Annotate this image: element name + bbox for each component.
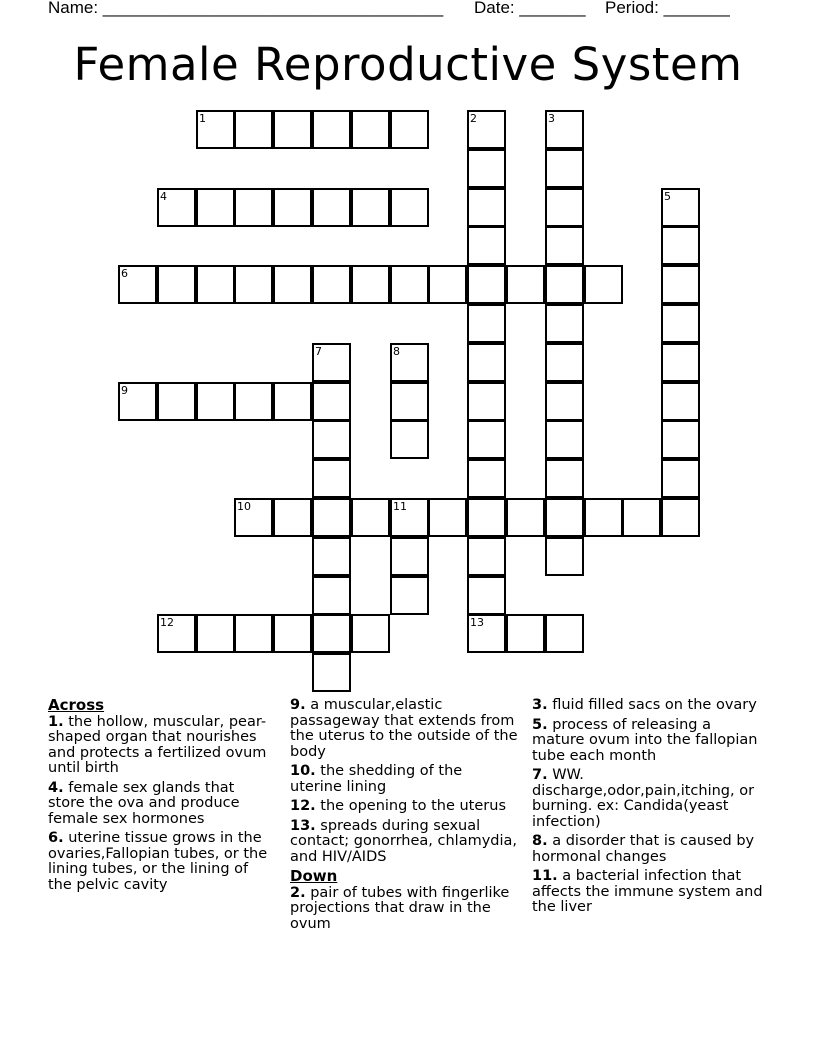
- crossword-cell[interactable]: [312, 343, 351, 382]
- crossword-cell[interactable]: [467, 110, 506, 149]
- clue-number-label: 12: [160, 616, 174, 629]
- clue-text: pair of tubes with fingerlike projections that draw in the ovum: [290, 884, 510, 932]
- crossword-cell[interactable]: [312, 459, 351, 498]
- crossword-cell[interactable]: [661, 343, 700, 382]
- crossword-cell[interactable]: [118, 382, 157, 421]
- clue-number-label: 2: [470, 112, 477, 125]
- crossword-cell[interactable]: [467, 382, 506, 421]
- crossword-cell[interactable]: [273, 614, 312, 653]
- crossword-cell[interactable]: [467, 343, 506, 382]
- crossword-cell[interactable]: [234, 110, 273, 149]
- crossword-cell[interactable]: [545, 343, 584, 382]
- crossword-cell[interactable]: [273, 498, 312, 537]
- crossword-cell[interactable]: [506, 498, 545, 537]
- crossword-cell[interactable]: [312, 537, 351, 576]
- crossword-cell[interactable]: [545, 382, 584, 421]
- clue-text: a muscular,elastic passageway that extends from the uterus to the outside of the body: [290, 697, 518, 760]
- clue-across-12: [290, 799, 518, 815]
- crossword-cell[interactable]: [545, 110, 584, 149]
- clue-number: 8.: [532, 833, 548, 849]
- clue-number-label: 9: [121, 384, 128, 397]
- clue-down-11: [532, 869, 768, 916]
- clue-text: a disorder that is caused by hormonal changes: [532, 833, 755, 865]
- page-title: Female Reproductive System: [73, 38, 743, 91]
- crossword-cell[interactable]: [661, 304, 700, 343]
- clue-down-2: [290, 886, 518, 933]
- crossword-cell[interactable]: [467, 420, 506, 459]
- clue-number: 9.: [290, 697, 306, 713]
- crossword-cell[interactable]: [196, 382, 235, 421]
- crossword-cell[interactable]: [545, 459, 584, 498]
- crossword-cell[interactable]: [273, 188, 312, 227]
- crossword-cell[interactable]: [661, 498, 700, 537]
- crossword-cell[interactable]: [390, 382, 429, 421]
- crossword-cell[interactable]: [234, 614, 273, 653]
- crossword-cell[interactable]: [312, 614, 351, 653]
- clue-text: WW. discharge,odor,pain,itching, or burning. ex: Candida(yeast infection): [532, 767, 755, 830]
- crossword-cell[interactable]: [351, 110, 390, 149]
- crossword-cell[interactable]: [545, 304, 584, 343]
- crossword-cell[interactable]: [467, 226, 506, 265]
- crossword-cell[interactable]: [196, 265, 235, 304]
- crossword-cell[interactable]: [545, 614, 584, 653]
- crossword-cell[interactable]: [467, 149, 506, 188]
- crossword-cell[interactable]: [312, 382, 351, 421]
- clue-number-label: 3: [548, 112, 555, 125]
- crossword-cell[interactable]: [196, 188, 235, 227]
- clue-number: 6.: [48, 830, 64, 846]
- crossword-cell[interactable]: [312, 110, 351, 149]
- crossword-cell[interactable]: [467, 498, 506, 537]
- crossword-cell[interactable]: [312, 576, 351, 615]
- crossword-cell[interactable]: [661, 459, 700, 498]
- clue-text: the opening to the uterus: [320, 798, 506, 814]
- crossword-cell[interactable]: [428, 265, 467, 304]
- clues-column-1: [48, 698, 273, 897]
- clue-number: 7.: [532, 767, 548, 783]
- crossword-cell[interactable]: [234, 265, 273, 304]
- clue-number: 10.: [290, 763, 316, 779]
- crossword-cell[interactable]: [545, 226, 584, 265]
- clue-across-6: [48, 831, 273, 893]
- crossword-cell[interactable]: [506, 614, 545, 653]
- crossword-cell[interactable]: [390, 420, 429, 459]
- crossword-cell[interactable]: [273, 110, 312, 149]
- clue-number-label: 7: [315, 345, 322, 358]
- clue-number-label: 1: [199, 112, 206, 125]
- crossword-cell[interactable]: [390, 343, 429, 382]
- crossword-cell[interactable]: [390, 537, 429, 576]
- clue-across-10: [290, 764, 518, 795]
- clues-column-3: [532, 698, 768, 920]
- crossword-cell[interactable]: [351, 498, 390, 537]
- crossword-cell[interactable]: [234, 498, 273, 537]
- crossword-cell[interactable]: [196, 110, 235, 149]
- clue-text: uterine tissue grows in the ovaries,Fallopian tubes, or the lining tubes, or the lining of the pelvic cavity: [48, 830, 268, 893]
- crossword-cell[interactable]: [661, 382, 700, 421]
- crossword-cell[interactable]: [545, 537, 584, 576]
- clue-number-label: 6: [121, 267, 128, 280]
- date-field[interactable]: Date: _______: [474, 0, 586, 17]
- crossword-cell[interactable]: [545, 420, 584, 459]
- clue-text: the shedding of the uterine lining: [290, 763, 463, 795]
- crossword-cell[interactable]: [312, 420, 351, 459]
- crossword-cell[interactable]: [273, 265, 312, 304]
- crossword-cell[interactable]: [545, 498, 584, 537]
- crossword-cell[interactable]: [506, 265, 545, 304]
- clue-number-label: 13: [470, 616, 484, 629]
- clue-number: 13.: [290, 817, 316, 834]
- clue-text: process of releasing a mature ovum into the fallopian tube each month: [532, 716, 758, 764]
- crossword-cell[interactable]: [390, 498, 429, 537]
- crossword-cell[interactable]: [234, 188, 273, 227]
- crossword-cell[interactable]: [196, 614, 235, 653]
- crossword-cell[interactable]: [467, 304, 506, 343]
- clue-number: 5.: [532, 716, 548, 733]
- crossword-cell[interactable]: [234, 382, 273, 421]
- crossword-cell[interactable]: [157, 382, 196, 421]
- clue-down-3: [532, 698, 768, 714]
- crossword-cell[interactable]: [584, 498, 623, 537]
- clue-across-1: [48, 715, 273, 777]
- clue-number: 4.: [48, 779, 64, 796]
- clue-number-label: 11: [393, 500, 407, 513]
- crossword-cell[interactable]: [351, 614, 390, 653]
- crossword-cell[interactable]: [622, 498, 661, 537]
- crossword-cell[interactable]: [157, 188, 196, 227]
- clue-across-13: [290, 819, 518, 866]
- clue-text: a bacterial infection that affects the immune system and the liver: [532, 868, 763, 915]
- crossword-cell[interactable]: [390, 110, 429, 149]
- clues-column-2: [290, 698, 518, 936]
- crossword-cell[interactable]: [661, 420, 700, 459]
- crossword-cell[interactable]: [661, 226, 700, 265]
- crossword-cell[interactable]: [467, 537, 506, 576]
- crossword-cell[interactable]: [312, 188, 351, 227]
- clue-number: 2.: [290, 884, 306, 901]
- clue-across-9: [290, 698, 518, 760]
- crossword-cell[interactable]: [467, 265, 506, 304]
- crossword-cell[interactable]: [545, 149, 584, 188]
- crossword-cell[interactable]: [118, 265, 157, 304]
- crossword-cell[interactable]: [157, 265, 196, 304]
- name-field[interactable]: Name: ____________________________________: [48, 0, 444, 17]
- crossword-cell[interactable]: [584, 265, 623, 304]
- clue-number-label: 8: [393, 345, 400, 358]
- crossword-cell[interactable]: [545, 188, 584, 227]
- crossword-cell[interactable]: [390, 576, 429, 615]
- crossword-cell[interactable]: [428, 498, 467, 537]
- crossword-cell[interactable]: [467, 576, 506, 615]
- crossword-cell[interactable]: [312, 498, 351, 537]
- crossword-cell[interactable]: [467, 614, 506, 653]
- clue-text: fluid filled sacs on the ovary: [552, 697, 757, 713]
- clue-text: spreads during sexual contact; gonorrhea, chlamydia, and HIV/AIDS: [290, 817, 518, 865]
- clue-number: 11.: [532, 868, 558, 884]
- crossword-cell[interactable]: [467, 188, 506, 227]
- clue-down-8: [532, 834, 768, 865]
- crossword-cell[interactable]: [545, 265, 584, 304]
- crossword-cell[interactable]: [157, 614, 196, 653]
- period-field[interactable]: Period: _______: [605, 0, 730, 17]
- across-heading: Across: [48, 696, 105, 714]
- clue-text: the hollow, muscular, pear-shaped organ that nourishes and protects a fertilized ovum until birth: [48, 713, 267, 776]
- clue-number: 1.: [48, 713, 64, 730]
- clue-number-label: 10: [237, 500, 251, 513]
- clue-down-7: [532, 768, 768, 830]
- crossword-cell[interactable]: [351, 265, 390, 304]
- down-heading: Down: [290, 867, 338, 885]
- crossword-cell[interactable]: [351, 188, 390, 227]
- clue-down-5: [532, 718, 768, 765]
- clue-number: 12.: [290, 798, 316, 814]
- clue-number: 3.: [532, 697, 548, 713]
- clue-text: female sex glands that store the ova and produce female sex hormones: [48, 779, 240, 827]
- crossword-cell[interactable]: [312, 265, 351, 304]
- clue-across-4: [48, 781, 273, 828]
- crossword-cell[interactable]: [467, 459, 506, 498]
- crossword-cell[interactable]: [390, 188, 429, 227]
- crossword-cell[interactable]: [661, 265, 700, 304]
- crossword-cell[interactable]: [312, 653, 351, 692]
- clue-number-label: 5: [664, 190, 671, 203]
- clue-number-label: 4: [160, 190, 167, 203]
- crossword-cell[interactable]: [390, 265, 429, 304]
- crossword-cell[interactable]: [661, 188, 700, 227]
- crossword-cell[interactable]: [273, 382, 312, 421]
